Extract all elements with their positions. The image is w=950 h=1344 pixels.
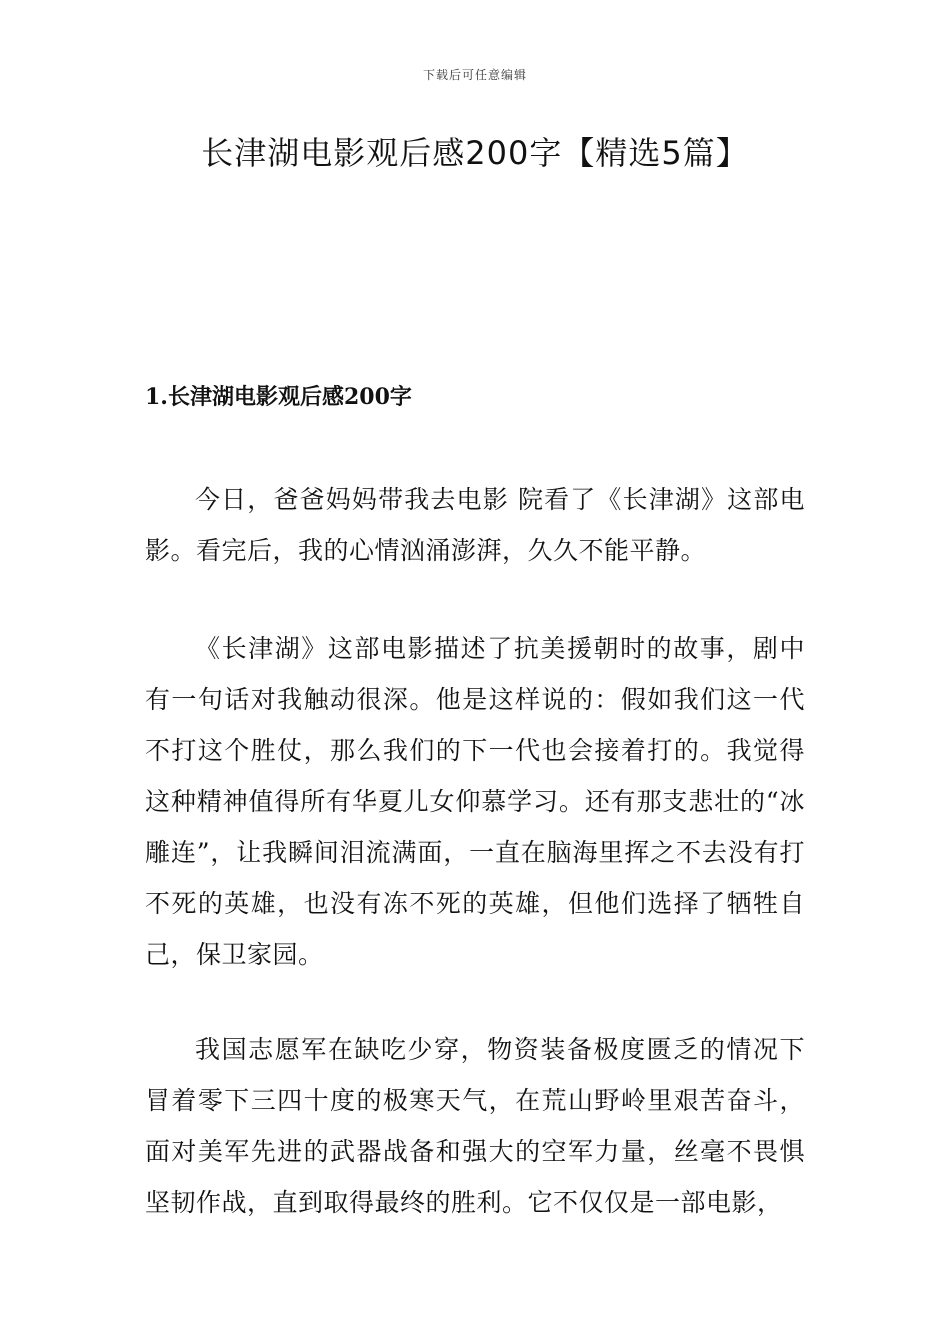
header-note: 下载后可任意编辑 (422, 68, 527, 82)
paragraph-3: 我国志愿军在缺吃少穿，物资装备极度匮乏的情况下冒着零下三四十度的极寒天气，在荒山野岭里艰苦奋斗，面对美军先进的武器战备和强大的空军力量，丝毫不畏惧坚韧作战，直到取得最终的胜利。它不仅仅是一部电影， (145, 1035, 805, 1217)
paragraph-1: 今日，爸爸妈妈带我去电影 院看了《长津湖》这部电影。看完后，我的心情汹涌澎湃，久久不能平静。 (145, 485, 805, 565)
document-title: 长津湖电影观后感200字【精选5篇】 (201, 134, 749, 172)
section-heading: 1.长津湖电影观后感200字 (145, 384, 412, 410)
paragraph-2: 《长津湖》这部电影描述了抗美援朝时的故事，剧中有一句话对我触动很深。他是这样说的：假如我们这一代不打这个胜仗，那么我们的下一代也会接着打的。我觉得这种精神值得所有华夏儿女仰慕学习。还有那支悲壮的“冰雕连”，让我瞬间泪流满面，一直在脑海里挥之不去没有打不死的英雄，也没有冻不死的英雄，但他们选择了牺牲自己，保卫家园。 (145, 634, 805, 969)
